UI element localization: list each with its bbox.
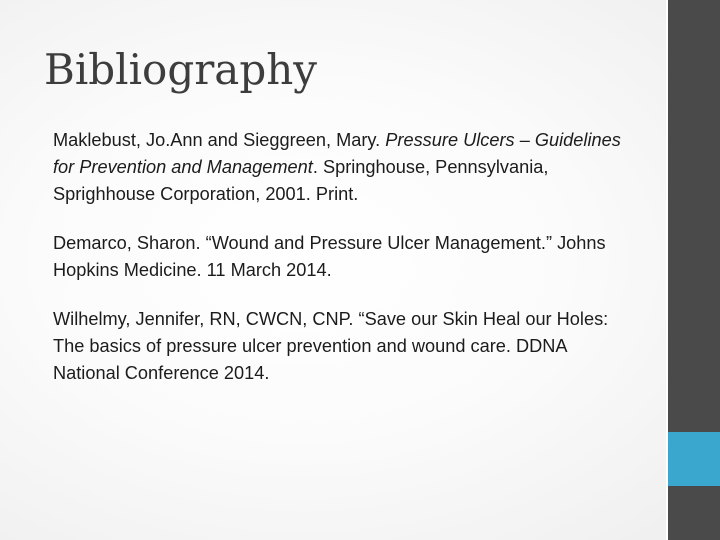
reference-text: Demarco, Sharon. “Wound and Pressure Ulcer Management.” Johns Hopkins Medicine. 11 March 2014. xyxy=(53,233,611,280)
reference-item-demarco xyxy=(53,230,633,284)
reference-author: Maklebust, Jo.Ann and Sieggreen, Mary. xyxy=(53,130,386,150)
reference-item-wilhelmy xyxy=(53,306,633,387)
reference-work-title: Pressure Ulcers – Guidelines for Prevention and Management xyxy=(53,130,626,177)
reference-text: Wilhelmy, Jennifer, RN, CWCN, CNP. “Save our Skin Heal our Holes: The basics of pressure ulcer prevention and wound care. DDNA National Conference 2014. xyxy=(53,309,613,383)
reference-list xyxy=(53,127,633,409)
reference-publication: . Springhouse, Pennsylvania, Sprighhouse Corporation, 2001. Print. xyxy=(53,157,554,204)
slide-title: Bibliography xyxy=(44,45,317,94)
reference-item-maklebust xyxy=(53,127,633,208)
accent-block xyxy=(668,432,720,486)
